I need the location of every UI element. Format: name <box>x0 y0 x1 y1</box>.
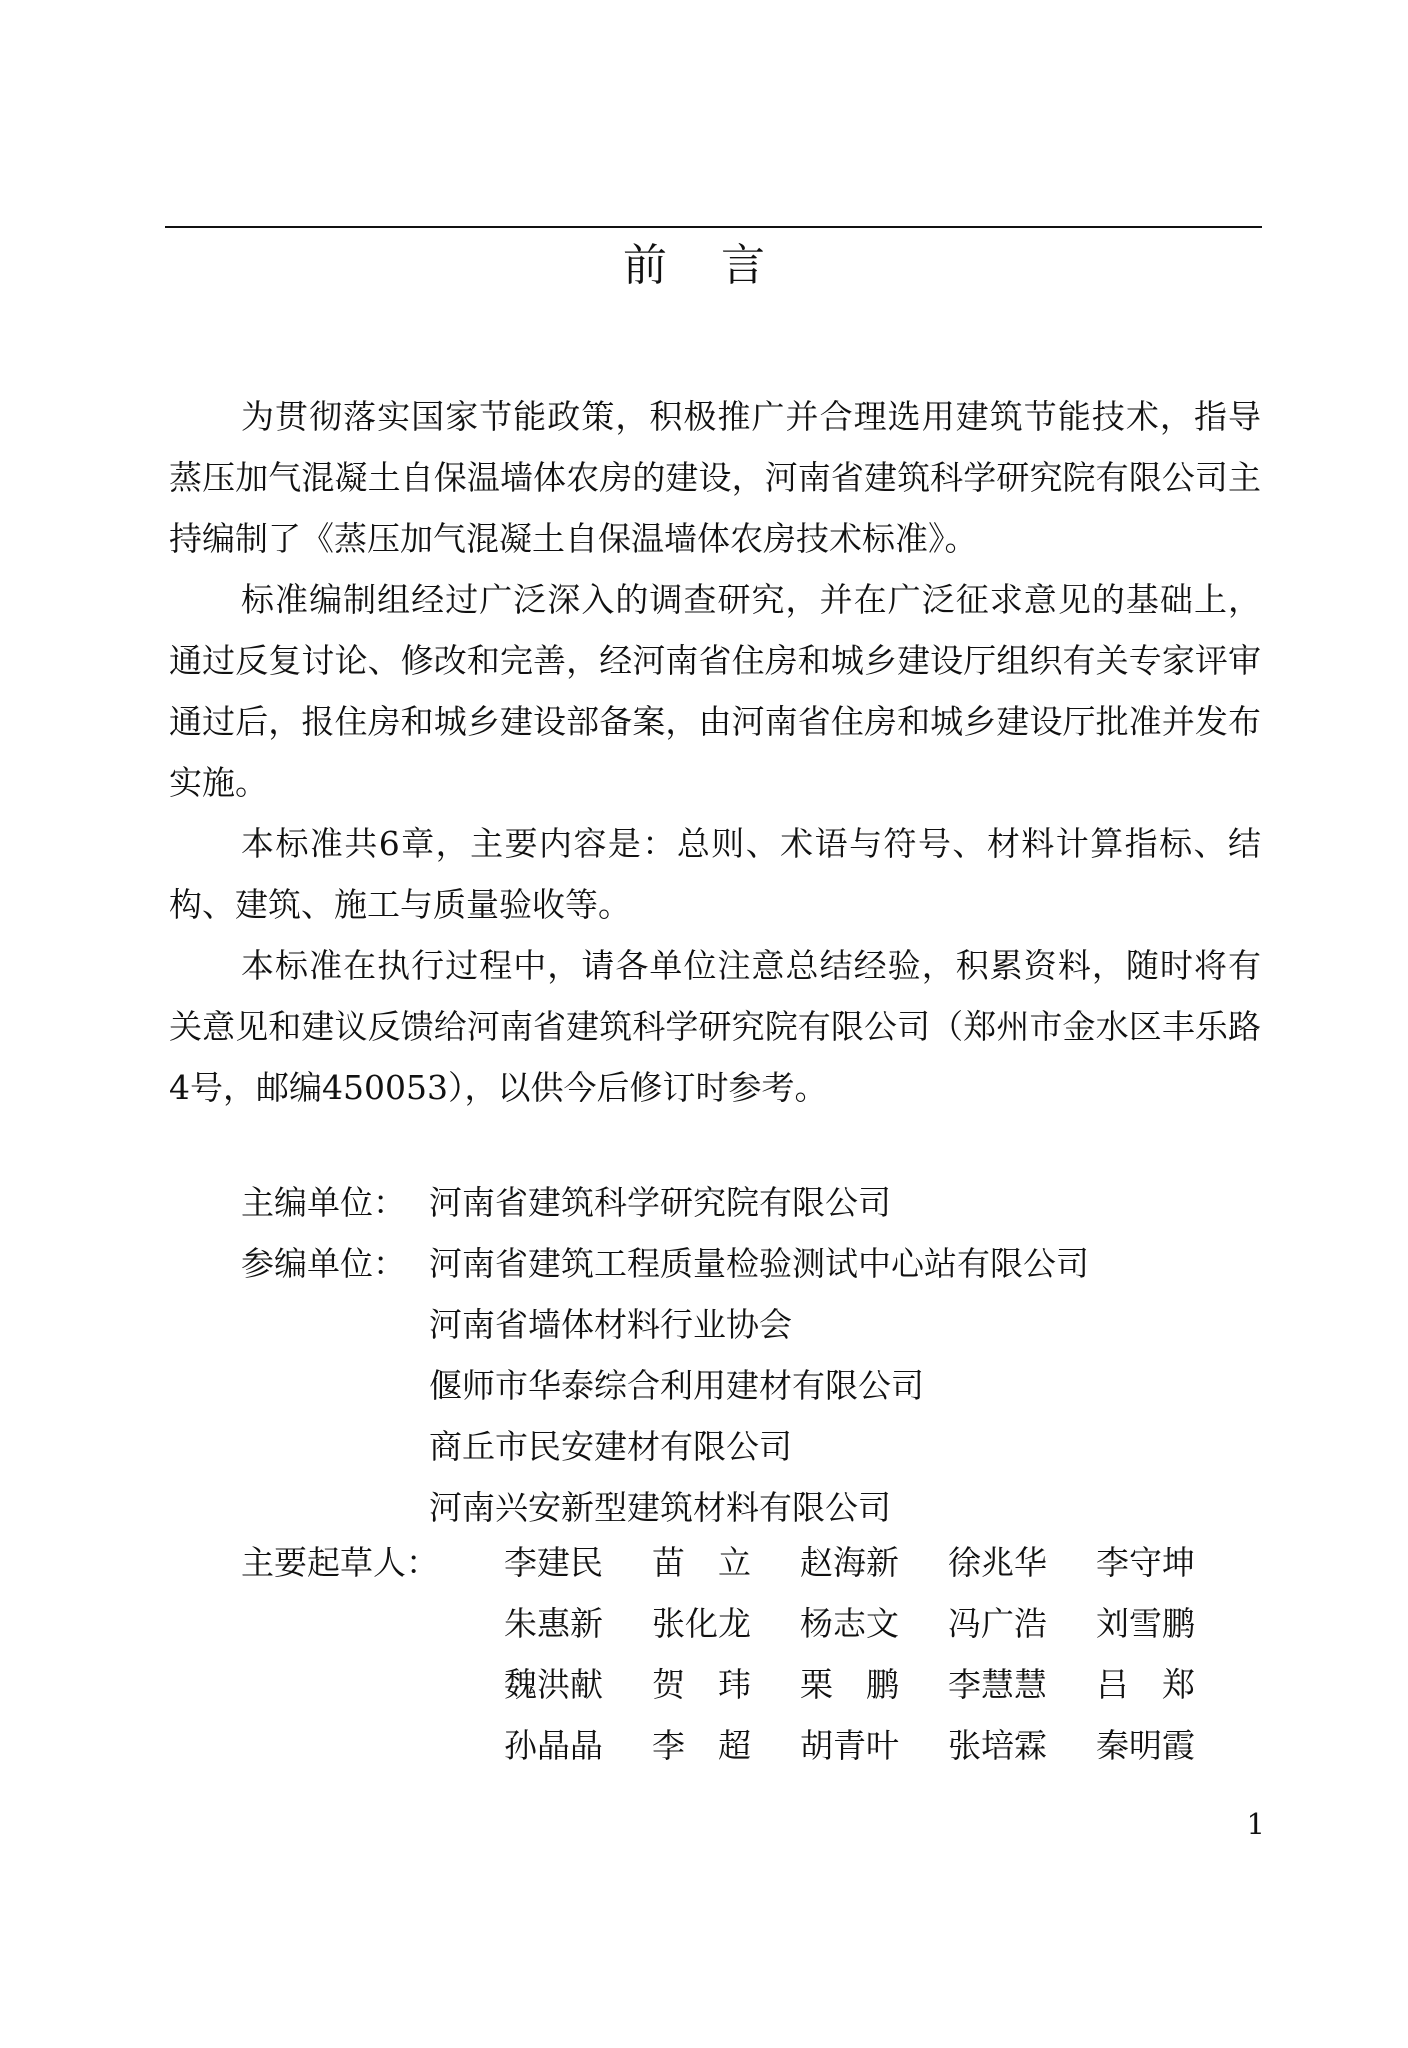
drafter-name: 苗 立 <box>652 1543 751 1582</box>
participating-unit-value: 河南省建筑工程质量检验测试中心站有限公司 <box>429 1244 1089 1283</box>
paragraph-process: 标准编制组经过广泛深入的调查研究，并在广泛征求意见的基础上，通过反复讨论、修改和完善，经河南省住房和城乡建设厅组织有关专家评审通过后，报住房和城乡建设部备案，由河南省住房和城乡建设厅批准并发布实施。 <box>169 580 1261 802</box>
drafters-label-spacer <box>241 1593 504 1654</box>
unit-label-spacer <box>241 1477 429 1538</box>
unit-label-spacer <box>241 1355 429 1416</box>
paragraph-feedback: 本标准在执行过程中，请各单位注意总结经验，积累资料，随时将有关意见和建议反馈给河南省建筑科学研究院有限公司（郑州市金水区丰乐路4号，邮编450053），以供今后修订时参考。 <box>169 946 1261 1107</box>
drafter-name: 赵海新 <box>800 1543 899 1582</box>
drafters-row <box>241 1532 1244 1593</box>
drafter-name: 孙晶晶 <box>504 1726 603 1765</box>
drafter-name: 徐兆华 <box>948 1543 1047 1582</box>
participating-unit-row <box>241 1355 1089 1416</box>
drafter-name: 杨志文 <box>800 1604 899 1643</box>
drafter-name: 刘雪鹏 <box>1096 1604 1195 1643</box>
drafter-name: 李 超 <box>652 1726 751 1765</box>
drafter-name: 魏洪献 <box>504 1665 603 1704</box>
page-title: 前 言 <box>623 240 785 291</box>
paragraph-policy: 为贯彻落实国家节能政策，积极推广并合理选用建筑节能技术，指导蒸压加气混凝土自保温墙体农房的建设，河南省建筑科学研究院有限公司主持编制了《蒸压加气混凝土自保温墙体农房技术标准》。 <box>169 397 1261 558</box>
drafters-row <box>241 1715 1244 1776</box>
page-number: 1 <box>1246 1807 1265 1841</box>
participating-unit-row <box>241 1294 1089 1355</box>
drafter-name: 张化龙 <box>652 1604 751 1643</box>
participating-unit-value: 商丘市民安建材有限公司 <box>429 1427 792 1466</box>
drafter-name: 秦明霞 <box>1096 1726 1195 1765</box>
unit-label-spacer <box>241 1294 429 1355</box>
drafter-name: 李守坤 <box>1096 1543 1195 1582</box>
drafter-name: 胡青叶 <box>800 1726 899 1765</box>
drafter-name: 李慧慧 <box>948 1665 1047 1704</box>
participating-unit-value: 河南兴安新型建筑材料有限公司 <box>429 1488 891 1527</box>
chief-unit-row <box>241 1172 1089 1233</box>
units-section <box>241 1172 1089 1538</box>
participating-unit-row <box>241 1477 1089 1538</box>
drafter-name: 张培霖 <box>948 1726 1047 1765</box>
drafter-name: 贺 玮 <box>652 1665 751 1704</box>
chief-unit-value: 河南省建筑科学研究院有限公司 <box>429 1183 891 1222</box>
drafters-label-spacer <box>241 1715 504 1776</box>
drafters-label: 主要起草人： <box>241 1543 439 1582</box>
drafters-row <box>241 1593 1244 1654</box>
participating-unit-label: 参编单位： <box>241 1244 406 1283</box>
drafters-section <box>241 1532 1244 1776</box>
preface-body <box>169 386 1261 1118</box>
chief-unit-label: 主编单位： <box>241 1183 406 1222</box>
participating-unit-row <box>241 1233 1089 1294</box>
unit-label-spacer <box>241 1416 429 1477</box>
drafter-name: 吕 郑 <box>1096 1665 1195 1704</box>
participating-unit-row <box>241 1416 1089 1477</box>
drafter-name: 栗 鹏 <box>800 1665 899 1704</box>
drafters-label-spacer <box>241 1654 504 1715</box>
drafter-name: 李建民 <box>504 1543 603 1582</box>
paragraph-contents: 本标准共6章，主要内容是：总则、术语与符号、材料计算指标、结构、建筑、施工与质量验收等。 <box>169 824 1261 924</box>
drafter-name: 冯广浩 <box>948 1604 1047 1643</box>
participating-unit-value: 河南省墙体材料行业协会 <box>429 1305 792 1344</box>
top-rule <box>165 226 1262 228</box>
drafter-name: 朱惠新 <box>504 1604 603 1643</box>
drafters-row <box>241 1654 1244 1715</box>
participating-unit-value: 偃师市华泰综合利用建材有限公司 <box>429 1366 924 1405</box>
